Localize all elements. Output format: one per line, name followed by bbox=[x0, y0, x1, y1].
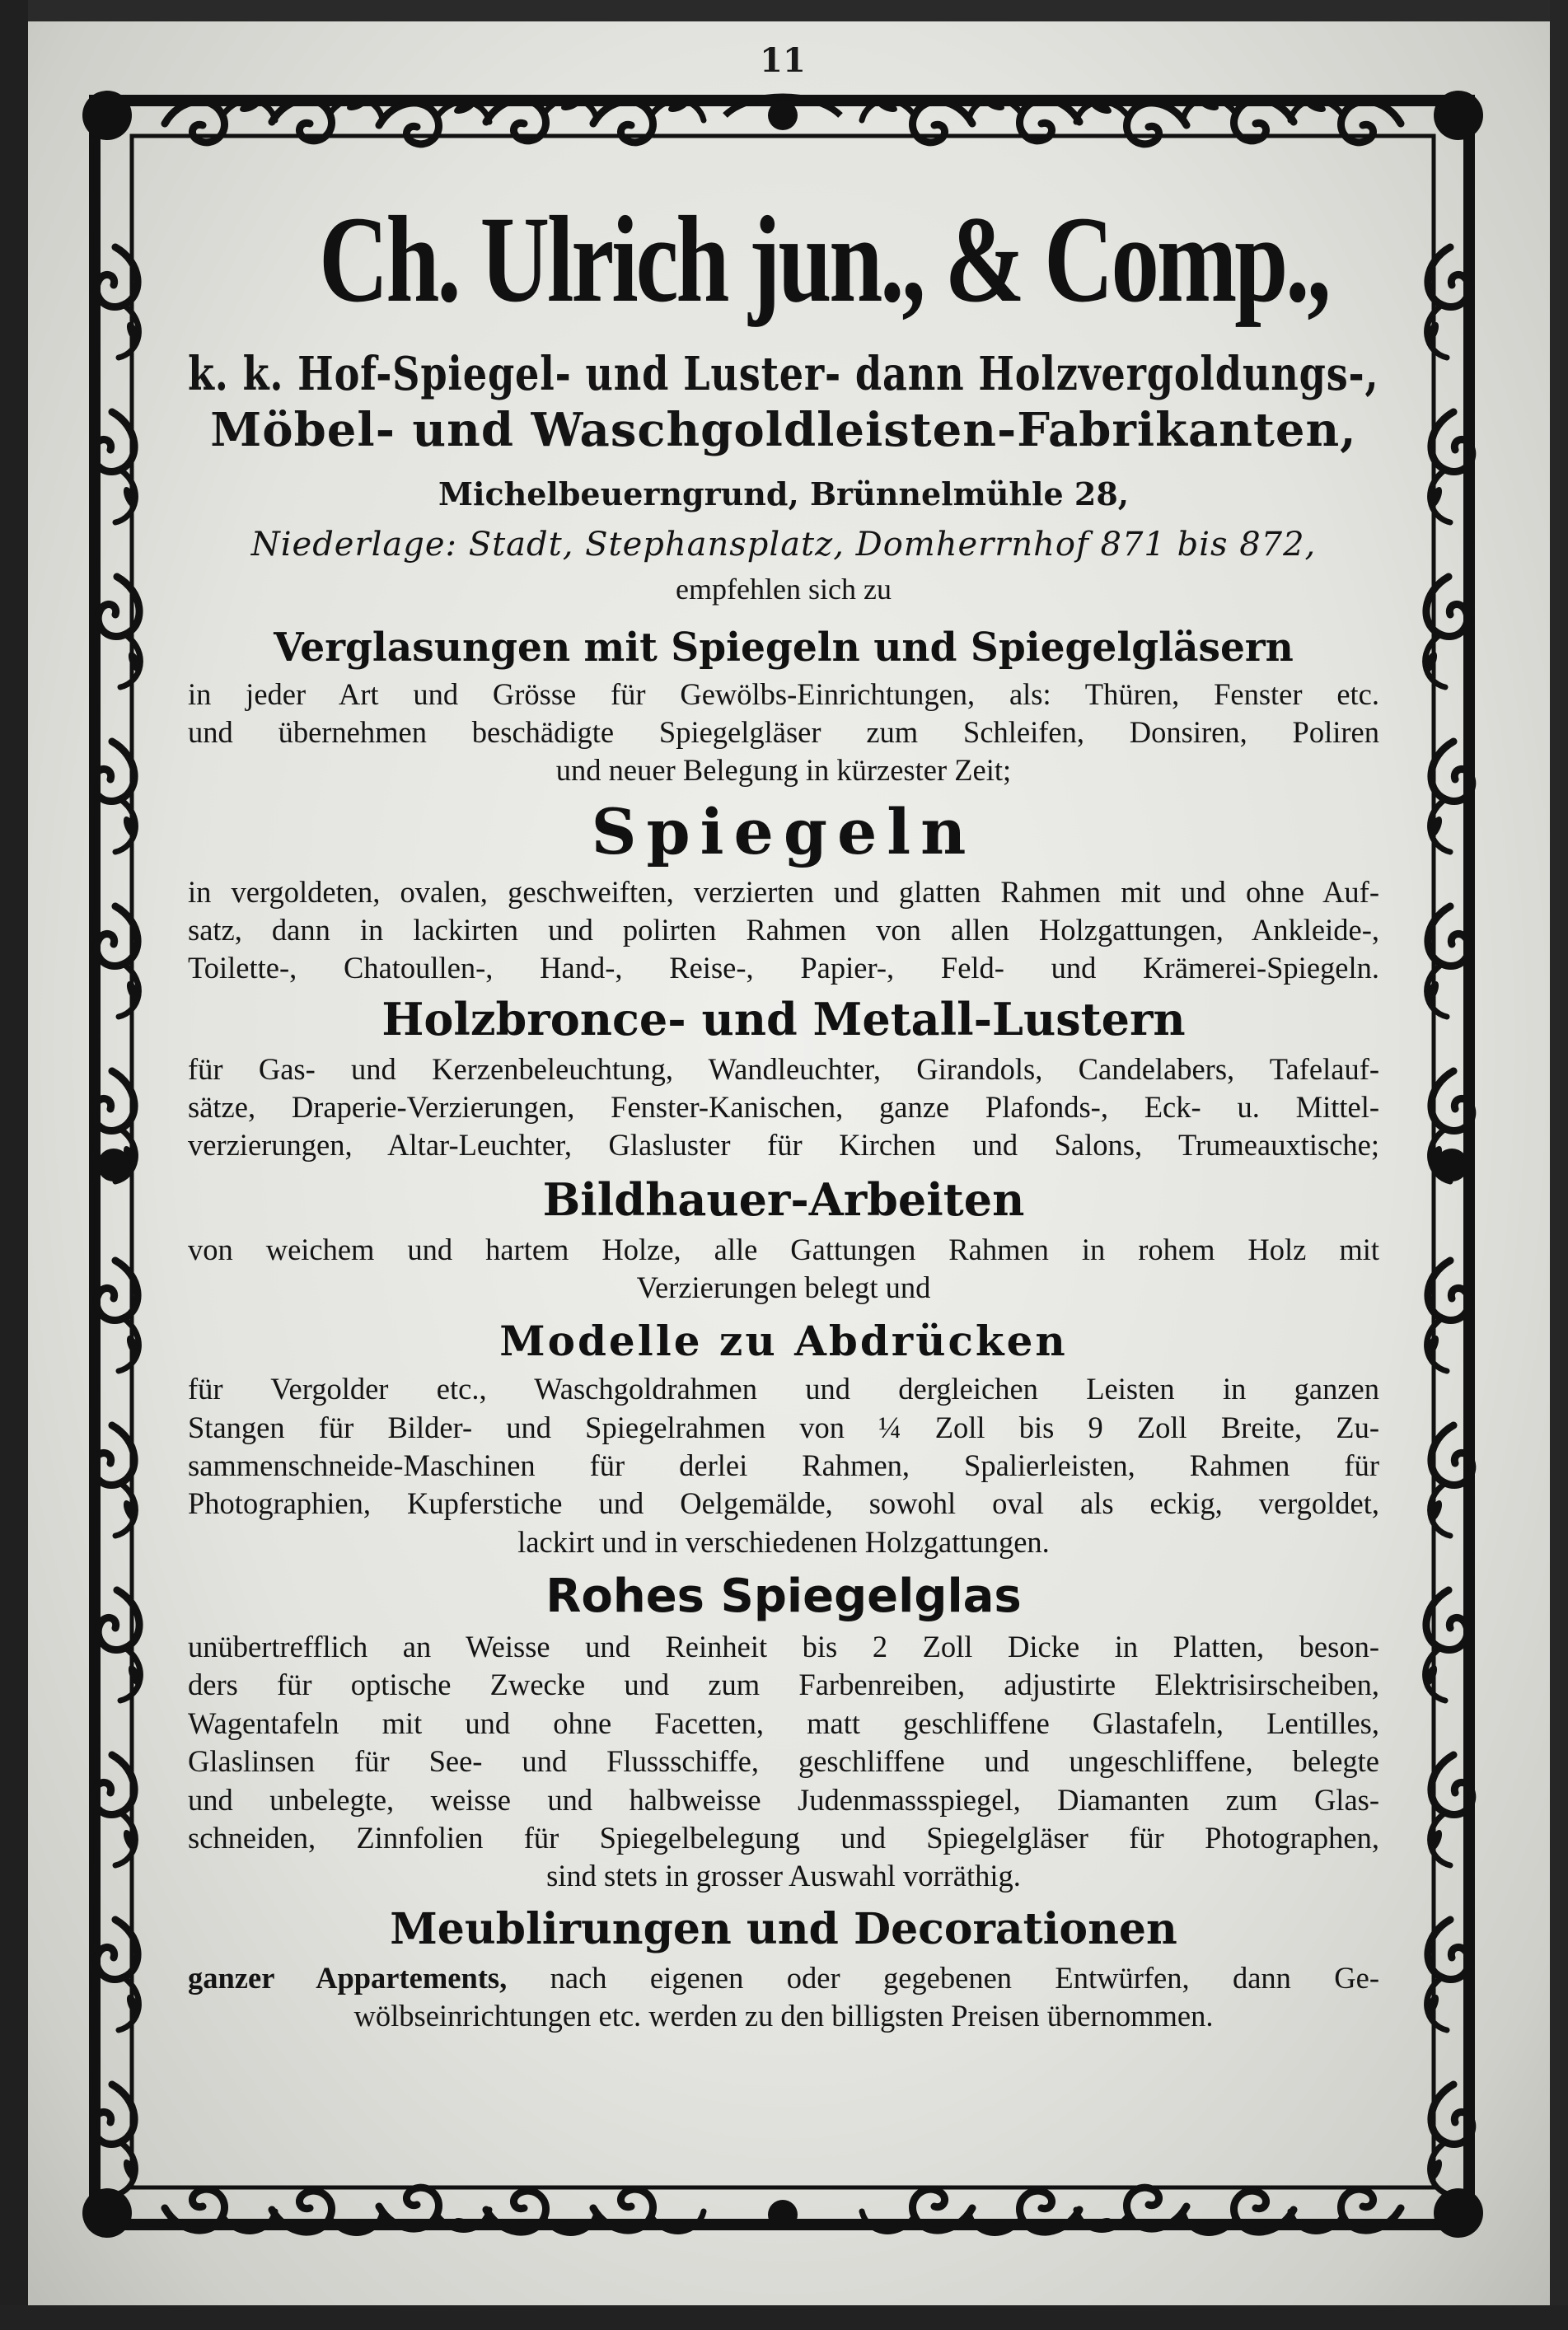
text-line: und neuer Belegung in kürzester Zeit; bbox=[555, 753, 1012, 788]
section-text-verglasungen bbox=[188, 676, 1379, 790]
text-line: unübertrefflich an Weisse und Reinheit bis 2 Zoll Dicke in Platten, beson- bbox=[188, 1630, 1379, 1664]
advertisement-content bbox=[188, 191, 1379, 2117]
text-line: und übernehmen beschädigte Spiegelgläser zum Schleifen, Donsiren, Poliren bbox=[188, 714, 1379, 749]
text-line: für Gas- und Kerzenbeleuchtung, Wandleuchter, Girandols, Candelabers, Tafelauf- bbox=[188, 1051, 1379, 1086]
company-title: Ch. Ulrich jun., & Comp., bbox=[319, 191, 1329, 328]
text-line: verzierungen, Altar-Leuchter, Glasluster für Kirchen und Salons, Trumeauxtische; bbox=[188, 1128, 1379, 1163]
text-line: sammenschneide-Maschinen für derlei Rahmen, Spalierleisten, Rahmen für bbox=[188, 1448, 1379, 1483]
text-line: lackirt und in verschiedenen Holzgattungen. bbox=[517, 1524, 1050, 1559]
text-line bbox=[188, 1959, 1379, 1997]
section-text-meublirungen bbox=[188, 1959, 1379, 2036]
text-line: Stangen für Bilder- und Spiegelrahmen von ¼ Zoll bis 9 Zoll Breite, Zu- bbox=[188, 1410, 1379, 1444]
text-line: Toilette-, Chatoullen-, Hand-, Reise-, Papier-, Feld- und Krämerei-Spiegeln. bbox=[188, 951, 1379, 985]
bold-phrase: ganzer Appartements, bbox=[188, 1960, 508, 1995]
text-line: Photographien, Kupferstiche und Oelgemälde, sowohl oval als eckig, vergoldet, bbox=[188, 1486, 1379, 1521]
section-heading-holzbronce: Holzbronce- und Metall-Lustern bbox=[381, 992, 1186, 1046]
text-line: schneiden, Zinnfolien für Spiegelbelegung und Spiegelgläser für Photographen, bbox=[188, 1820, 1379, 1855]
text-line: satz, dann in lackirten und polirten Rahmen von allen Holzgattungen, Ankleide-, bbox=[188, 913, 1379, 947]
text-fragment: nach eigenen oder gegebenen Entwürfen, dann Ge- bbox=[550, 1960, 1379, 1995]
left-border-ornament bbox=[93, 247, 144, 2195]
text-line: Wagentafeln mit und ohne Facetten, matt geschliffene Glastafeln, Lentilles, bbox=[188, 1705, 1379, 1740]
text-line: wölbseinrichtungen etc. werden zu den billigsten Preisen übernommen. bbox=[353, 1998, 1214, 2033]
section-heading-modelle: Modelle zu Abdrücken bbox=[499, 1317, 1068, 1366]
section-heading-meublirungen: Meublirungen und Decorationen bbox=[390, 1903, 1177, 1954]
text-line: von weichem und hartem Holze, alle Gattungen Rahmen in rohem Holz mit bbox=[188, 1232, 1379, 1266]
company-address: Michelbeuerngrund, Brünnelmühle 28, bbox=[438, 475, 1129, 512]
text-line: Verzierungen belegt und bbox=[636, 1270, 931, 1305]
page-number: 11 bbox=[760, 41, 806, 80]
text-line: für Vergolder etc., Waschgoldrahmen und dergleichen Leisten in ganzen bbox=[188, 1372, 1379, 1406]
text-line: sind stets in grosser Auswahl vorräthig. bbox=[546, 1859, 1021, 1893]
company-subtitle-line1: k. k. Hof-Spiegel- und Luster- dann Holzvergoldungs-, bbox=[188, 347, 1379, 401]
depot-address: Niederlage: Stadt, Stephansplatz, Domherrnhof 871 bis 872, bbox=[250, 525, 1317, 564]
section-heading-verglasungen: Verglasungen mit Spiegeln und Spiegelgläsern bbox=[274, 624, 1294, 671]
text-line: in vergoldeten, ovalen, geschweiften, verzierten und glatten Rahmen mit und ohne Auf- bbox=[188, 874, 1379, 909]
section-text-holzbronce bbox=[188, 1050, 1379, 1165]
section-text-bildhauer bbox=[188, 1231, 1379, 1308]
section-heading-bildhauer: Bildhauer-Arbeiten bbox=[542, 1172, 1025, 1226]
company-subtitle-line2: Möbel- und Waschgoldleisten-Fabrikanten, bbox=[210, 403, 1357, 458]
text-line: ders für optische Zwecke und zum Farbenreiben, adjustirte Elektrisirscheiben, bbox=[188, 1668, 1379, 1702]
section-text-modelle bbox=[188, 1370, 1379, 1561]
text-line: Glaslinsen für See- und Flussschiffe, geschliffene und ungeschliffene, belegte bbox=[188, 1744, 1379, 1779]
text-line: in jeder Art und Grösse für Gewölbs-Einrichtungen, als: Thüren, Fenster etc. bbox=[188, 676, 1379, 711]
section-heading-spiegeln: Spiegeln bbox=[591, 794, 976, 868]
text-line: sätze, Draperie-Verzierungen, Fenster-Kanischen, ganze Plafonds-, Eck- u. Mittel- bbox=[188, 1090, 1379, 1125]
text-line: und unbelegte, weisse und halbweisse Judenmassspiegel, Diamanten zum Glas- bbox=[188, 1782, 1379, 1817]
section-heading-rohes-spiegelglas: Rohes Spiegelglas bbox=[545, 1570, 1022, 1624]
section-text-spiegeln bbox=[188, 873, 1379, 988]
section-text-rohes-spiegelglas bbox=[188, 1628, 1379, 1895]
recommend-line: empfehlen sich zu bbox=[676, 572, 892, 606]
